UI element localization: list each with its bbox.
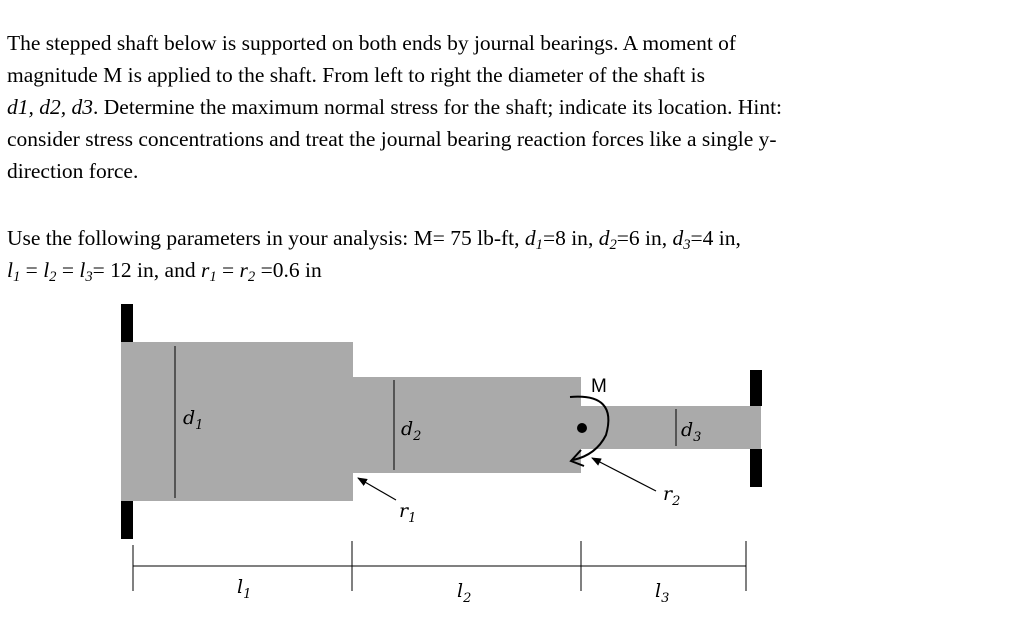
label-d3: $d_3$ bbox=[681, 419, 702, 445]
label-r1: $r_1$ bbox=[399, 500, 417, 526]
label-l2: $l_2$ bbox=[457, 580, 472, 606]
param-moment: M= 75 lb-ft bbox=[413, 226, 515, 250]
label-l3: $l_3$ bbox=[655, 580, 670, 606]
parameters-line-2: $l_1 = l_2 = l_3= 12$ in, and $r_1 = r_2 =0.6$ in bbox=[7, 258, 322, 286]
param-d2: =6 in bbox=[616, 226, 662, 250]
right-bearing-top bbox=[750, 370, 762, 406]
moment-label: M bbox=[591, 376, 607, 397]
left-bearing-bottom bbox=[121, 501, 133, 539]
label-d1: $d_1$ bbox=[183, 407, 204, 433]
arrow-r2 bbox=[592, 458, 656, 491]
left-bearing-top bbox=[121, 304, 133, 342]
param-d3: =4 in bbox=[690, 226, 736, 250]
label-l1: $l_1$ bbox=[237, 576, 252, 602]
shaft-segment-1 bbox=[121, 342, 353, 501]
label-r2: $r_2$ bbox=[663, 483, 681, 509]
param-d1: =8 in bbox=[542, 226, 588, 250]
problem-line-1: The stepped shaft below is supported on both ends by journal bearings. A moment of bbox=[7, 31, 737, 55]
problem-line-3: d1, d2, d3. Determine the maximum normal stress for the shaft; indicate its location. Hint: bbox=[7, 95, 783, 119]
moment-point bbox=[577, 423, 587, 433]
problem-line-4: consider stress concentrations and treat the journal bearing reaction forces like a single y- bbox=[7, 127, 777, 151]
right-bearing-bottom bbox=[750, 449, 762, 487]
arrow-r1 bbox=[358, 478, 396, 500]
parameters-line-1: Use the following parameters in your analysis: M= 75 lb-ft, $d_1=8$ in, $d_2=6$ in, $d_3=4$ in, bbox=[7, 226, 741, 254]
param-radii: =0.6 in bbox=[260, 258, 322, 282]
problem-line-2: magnitude M is applied to the shaft. From left to right the diameter of the shaft is bbox=[7, 63, 706, 87]
problem-line-5: direction force. bbox=[7, 159, 139, 183]
diameter-variables: d1, d2, d3 bbox=[7, 95, 93, 119]
shaft-segment-2 bbox=[353, 377, 581, 473]
label-d2: $d_2$ bbox=[401, 418, 422, 444]
param-lengths: = 12 in, and bbox=[92, 258, 201, 282]
